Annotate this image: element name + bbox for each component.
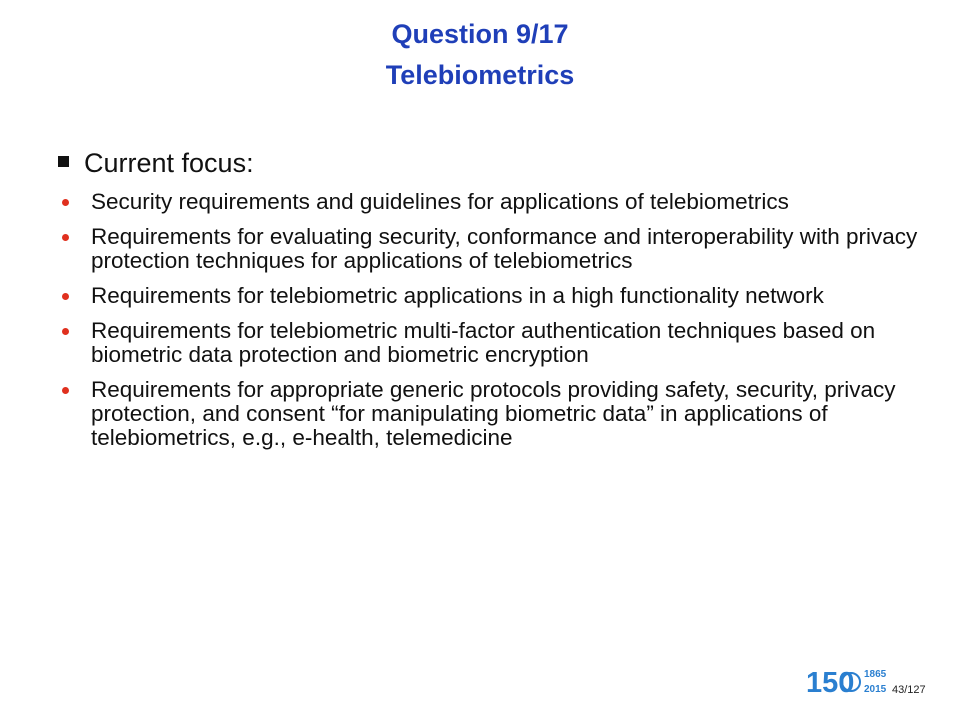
itu-150-logo bbox=[806, 662, 888, 698]
bullet-dot-icon bbox=[62, 293, 69, 300]
title-line-1: Question 9/17 bbox=[391, 19, 569, 49]
title-line-2: Telebiometrics bbox=[385, 60, 575, 90]
list-item bbox=[58, 225, 942, 273]
list-item bbox=[58, 378, 942, 450]
logo-year-end: 2015 bbox=[864, 684, 887, 695]
focus-heading-text: Current focus: bbox=[84, 148, 254, 178]
bullet-dot-icon bbox=[62, 234, 69, 241]
logo-year-start: 1865 bbox=[864, 669, 887, 680]
bullet-dot-icon bbox=[62, 328, 69, 335]
bullet-dot-icon bbox=[62, 199, 69, 206]
list-item-text: Security requirements and guidelines for applications of telebiometrics bbox=[91, 189, 789, 214]
list-item-text: Requirements for telebiometric applications in a high functionality network bbox=[91, 283, 824, 308]
bullet-dot-icon bbox=[62, 387, 69, 394]
list-item-text: Requirements for evaluating security, conformance and interoperability with privacy protection techniques for applications of telebiometrics bbox=[91, 224, 918, 273]
list-item bbox=[58, 284, 942, 308]
logo-number: 150 bbox=[806, 667, 855, 698]
list-item bbox=[58, 190, 942, 214]
list-item-text: Requirements for appropriate generic protocols providing safety, security, privacy protection, and consent “for manipulating biometric data” in applications of telebiometrics, e.g., e-health, telemedicine bbox=[91, 377, 896, 450]
square-bullet-icon bbox=[58, 156, 69, 167]
focus-heading bbox=[58, 146, 254, 180]
list-item bbox=[58, 319, 942, 367]
page-number: 43/127 bbox=[892, 684, 926, 696]
slide-title bbox=[0, 14, 960, 96]
list-item-text: Requirements for telebiometric multi-factor authentication techniques based on biometric data protection and biometric encryption bbox=[91, 318, 876, 367]
bullet-list bbox=[58, 190, 942, 461]
